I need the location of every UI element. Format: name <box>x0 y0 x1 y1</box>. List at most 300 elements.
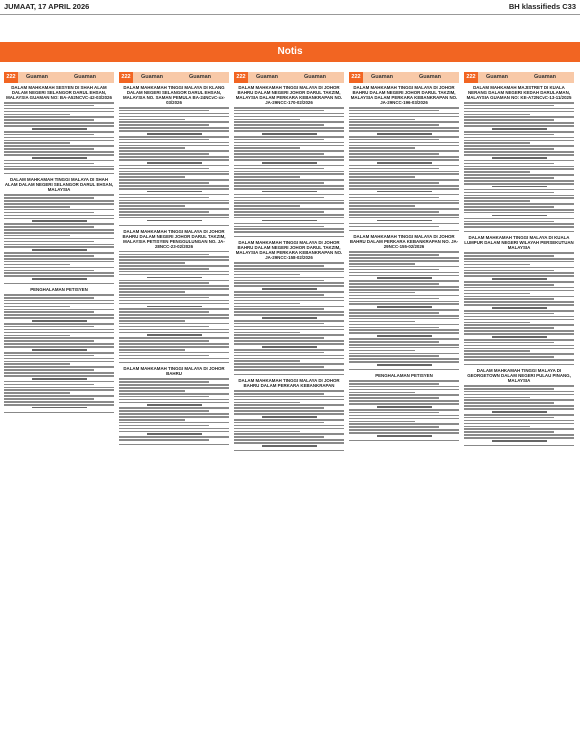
text-line <box>464 177 554 179</box>
text-line <box>119 410 209 412</box>
notice-title: DALAM MAHKAMAH TINGGI MALAYA DI JOHOR BAHRU DALAM PERKARA KEBANKRAPAN NO. JA-29NCC-155-02/2026 <box>349 234 459 250</box>
text-line <box>349 432 459 434</box>
page-header <box>0 0 580 15</box>
text-line <box>234 332 300 334</box>
text-line <box>349 200 459 202</box>
text-line <box>4 355 94 357</box>
text-line <box>234 323 324 325</box>
text-line <box>234 274 300 276</box>
text-line <box>4 142 70 144</box>
text-line <box>349 257 459 259</box>
text-line <box>349 254 439 256</box>
text-line <box>349 275 459 277</box>
text-line <box>262 346 317 348</box>
text-line <box>119 413 229 415</box>
text-line <box>349 361 459 363</box>
text-line <box>464 142 530 144</box>
text-line <box>464 339 574 341</box>
text-line <box>464 114 530 116</box>
text-line <box>377 191 432 193</box>
text-line <box>119 268 209 270</box>
text-line <box>119 124 209 126</box>
notice-title: DALAM MAHKAMAH TINGGI MALAYA DI JOHOR BAHRU DALAM NEGERI JOHOR DARUL TAKZIM, MALAYSIA DALAM PERKARA KEBANKRAPAN NO. JA-29NCC-158-02/2026 <box>235 240 343 261</box>
category-label: Guaman <box>26 74 49 80</box>
text-line <box>349 197 439 199</box>
category-label: Guaman <box>74 74 97 80</box>
text-line <box>349 386 459 388</box>
text-line <box>119 340 209 342</box>
text-line <box>349 292 415 294</box>
text-line <box>464 168 574 170</box>
text-line <box>464 281 574 283</box>
text-line <box>119 425 209 427</box>
text-line <box>119 113 229 115</box>
text-line <box>234 393 324 395</box>
text-line <box>349 182 439 184</box>
text-line <box>4 168 114 170</box>
notice-title: DALAM MAHKAMAH TINGGI MALAYA DI JOHOR BAHRU DALAM NEGERI JOHOR DARUL TAKZIM, MALAYSIA DALAM PERKARA KEBANKRAPAN NO. JA-29NCC-170-02/2026 <box>235 85 343 105</box>
text-line <box>464 324 574 326</box>
text-line <box>119 139 209 141</box>
text-line <box>464 272 574 274</box>
text-line <box>234 171 344 173</box>
text-line <box>464 163 554 165</box>
text-line <box>234 422 324 424</box>
text-line <box>464 122 574 124</box>
text-line <box>492 128 547 130</box>
text-line <box>234 156 344 158</box>
text-line <box>4 102 114 104</box>
text-line <box>234 314 344 316</box>
text-line <box>119 214 229 216</box>
text-line <box>349 309 459 311</box>
text-line <box>234 413 344 415</box>
text-line <box>234 297 344 299</box>
text-line <box>119 188 229 190</box>
text-line <box>4 398 94 400</box>
text-line <box>4 381 114 383</box>
text-line <box>234 268 344 270</box>
text-line <box>234 127 344 129</box>
text-line <box>349 286 459 288</box>
text-line <box>4 387 114 389</box>
text-line <box>234 277 344 279</box>
text-line <box>4 108 114 110</box>
text-line <box>464 218 574 220</box>
text-line <box>234 136 344 138</box>
notice-title: PENGHALAMAN PETISYEN <box>30 287 88 293</box>
text-line <box>4 114 70 116</box>
text-line <box>119 251 229 253</box>
text-line <box>4 275 114 277</box>
text-line <box>4 389 114 391</box>
text-line <box>464 426 530 428</box>
text-line <box>4 218 114 220</box>
text-line <box>4 309 114 311</box>
text-line <box>464 356 554 358</box>
text-line <box>234 217 344 219</box>
text-line <box>234 228 344 230</box>
text-line <box>464 137 574 139</box>
text-line <box>349 223 459 225</box>
text-line <box>119 142 229 144</box>
text-line <box>4 272 114 274</box>
text-line <box>464 119 554 121</box>
text-line <box>4 122 114 124</box>
text-line <box>4 212 94 214</box>
text-line <box>119 194 229 196</box>
text-line <box>147 133 202 135</box>
text-line <box>119 282 209 284</box>
text-line <box>119 326 209 328</box>
text-line <box>234 182 324 184</box>
text-line <box>119 390 185 392</box>
text-line <box>349 347 459 349</box>
text-line <box>464 414 574 416</box>
text-line <box>234 165 344 167</box>
text-line <box>234 194 344 196</box>
text-line <box>464 151 574 153</box>
text-line <box>234 226 324 228</box>
text-line <box>4 401 114 403</box>
text-line <box>4 358 114 360</box>
text-line <box>464 342 554 344</box>
text-line <box>119 285 229 287</box>
text-line <box>349 116 459 118</box>
text-line <box>349 383 439 385</box>
text-line <box>32 349 87 351</box>
text-line <box>349 226 439 228</box>
text-line <box>4 363 70 365</box>
text-line <box>464 145 574 147</box>
text-line <box>119 311 209 313</box>
text-line <box>119 211 209 213</box>
text-line <box>464 264 530 266</box>
text-line <box>234 425 344 427</box>
text-line <box>119 179 229 181</box>
text-line <box>119 343 229 345</box>
category-label: Guaman <box>304 74 327 80</box>
text-line <box>464 428 574 430</box>
text-line <box>4 194 114 196</box>
text-line <box>492 186 547 188</box>
text-line <box>464 434 574 436</box>
notice-title: DALAM MAHKAMAH TINGGI MALAYA DI JOHOR BAHRU DALAM NEGERI JOHOR DARUL TAKZIM, MALAYSIA DALAM PERKARA KEBANKRAPAN NO. JA-29NCC-196-03/2026 <box>350 85 458 105</box>
text-line <box>349 272 459 274</box>
text-line <box>234 303 300 305</box>
text-line <box>4 326 94 328</box>
text-line <box>349 171 459 173</box>
text-line <box>234 329 344 331</box>
text-line <box>464 102 574 104</box>
text-line <box>4 297 94 299</box>
text-line <box>234 159 344 161</box>
text-line <box>119 280 229 282</box>
text-line <box>234 399 344 401</box>
text-line <box>349 327 439 329</box>
text-line <box>377 162 432 164</box>
text-line <box>4 111 114 113</box>
text-line <box>119 308 229 310</box>
text-line <box>4 235 70 237</box>
text-line <box>492 278 547 280</box>
text-line <box>492 215 547 217</box>
text-line <box>234 110 324 112</box>
category-number: 222 <box>464 72 478 83</box>
text-line <box>349 130 459 132</box>
text-line <box>464 180 574 182</box>
notice-title: DALAM MAHKAMAH TINGGI MALAYA DI KUALA LUMPUR DALAM NEGERI WILAYAH PERSEKUTUAN MALAYSIA <box>464 235 574 251</box>
text-line <box>4 361 114 363</box>
text-line <box>464 417 554 419</box>
text-line <box>349 392 415 394</box>
notice-title: DALAM MAHKAMAH MAJISTRET DI KUALA NERANG DALAM NEGERI KEDAH DARULAMAN, MALAYSIA GUAMAN NO: KE-A72NCvC-13-11/2025 <box>466 85 572 100</box>
text-line <box>234 113 344 115</box>
text-line <box>349 289 459 291</box>
text-line <box>4 264 70 266</box>
text-line <box>234 214 344 216</box>
text-line <box>119 439 209 441</box>
text-line <box>349 409 459 411</box>
legal-notice <box>119 366 229 445</box>
text-line <box>349 251 459 253</box>
text-line <box>119 254 209 256</box>
text-line <box>119 182 209 184</box>
text-line <box>4 352 114 354</box>
category-label: Guaman <box>486 74 509 80</box>
text-line <box>4 335 70 337</box>
text-line <box>234 223 344 225</box>
text-line <box>119 320 185 322</box>
text-line <box>119 116 229 118</box>
text-line <box>349 185 459 187</box>
text-line <box>119 352 229 354</box>
text-line <box>119 314 229 316</box>
text-line <box>349 321 415 323</box>
text-line <box>349 301 459 303</box>
text-line <box>234 300 344 302</box>
text-line <box>464 108 574 110</box>
text-line <box>377 435 432 437</box>
text-line <box>349 397 439 399</box>
text-line <box>234 340 344 342</box>
text-line <box>119 399 229 401</box>
text-line <box>349 150 459 152</box>
text-line <box>4 238 114 240</box>
text-line <box>377 306 432 308</box>
text-line <box>4 337 114 339</box>
category-bar <box>119 72 229 83</box>
text-line <box>349 165 459 167</box>
text-line <box>4 317 114 319</box>
notice-title: DALAM MAHKAMAH TINGGI MALAYA DI KLANG DALAM NEGERI SELANGOR DARUL EHSAN, MALAYSIA NO. SAMAN PEMULA BA-24NCvC-xx-03/2026 <box>123 85 225 105</box>
text-line <box>234 271 344 273</box>
text-line <box>4 226 94 228</box>
text-line <box>234 366 324 368</box>
category-bar <box>464 72 574 83</box>
text-line <box>464 287 574 289</box>
text-line <box>464 388 554 390</box>
legal-notice <box>234 378 344 451</box>
text-line <box>349 179 459 181</box>
text-line <box>492 307 547 309</box>
text-line <box>4 229 114 231</box>
text-line <box>234 145 344 147</box>
notice-title: PENGHALAMAN PETISYEN <box>375 373 433 379</box>
text-line <box>4 145 114 147</box>
legal-notice <box>349 373 459 441</box>
text-line <box>349 136 459 138</box>
text-line <box>349 403 459 405</box>
text-line <box>349 159 459 161</box>
text-line <box>464 353 574 355</box>
text-line <box>234 179 344 181</box>
text-line <box>234 349 344 351</box>
text-line <box>119 217 229 219</box>
text-line <box>119 358 229 360</box>
text-line <box>377 133 432 135</box>
text-line <box>119 130 229 132</box>
text-line <box>349 127 459 129</box>
text-line <box>4 270 94 272</box>
text-line <box>234 396 344 398</box>
text-line <box>349 188 459 190</box>
category-label: Guaman <box>256 74 279 80</box>
text-line <box>4 197 94 199</box>
text-line <box>464 293 530 295</box>
text-line <box>349 421 415 423</box>
text-line <box>119 431 229 433</box>
text-line <box>234 320 344 322</box>
text-line <box>119 274 229 276</box>
text-line <box>234 369 344 371</box>
text-line <box>4 300 114 302</box>
text-line <box>377 335 432 337</box>
text-line <box>262 288 317 290</box>
category-number: 222 <box>119 72 133 83</box>
text-line <box>32 320 87 322</box>
text-line <box>262 317 317 319</box>
notice-title: DALAM MAHKAMAH TINGGI MALAYA DI GEORGETOWN DALAM NEGERI PULAU PINANG, MALAYSIA <box>467 368 571 384</box>
notice-title: DALAM MAHKAMAH TINGGI MALAYA DI JOHOR BAHRU DALAM PERKARA KEBANKRAPAN <box>238 378 340 389</box>
text-line <box>119 107 229 109</box>
text-line <box>464 270 554 272</box>
header-section: BH klassifieds C33 <box>508 2 576 11</box>
text-line <box>262 220 317 222</box>
text-line <box>4 369 94 371</box>
text-line <box>234 311 344 313</box>
text-line <box>4 314 114 316</box>
text-line <box>349 400 459 402</box>
text-line <box>349 303 459 305</box>
text-line <box>234 188 344 190</box>
text-line <box>234 442 344 444</box>
text-line <box>349 208 459 210</box>
text-line <box>4 366 114 368</box>
text-line <box>349 295 459 297</box>
text-line <box>234 142 344 144</box>
text-line <box>464 166 574 168</box>
text-line <box>234 334 344 336</box>
text-line <box>464 423 574 425</box>
text-line <box>262 416 317 418</box>
text-line <box>234 326 344 328</box>
text-line <box>349 121 459 123</box>
text-line <box>119 402 229 404</box>
text-line <box>119 265 229 267</box>
text-line <box>4 332 114 334</box>
text-line <box>32 220 87 222</box>
text-line <box>464 298 554 300</box>
text-line <box>4 200 114 202</box>
text-line <box>119 349 185 351</box>
text-line <box>464 267 574 269</box>
text-line <box>349 194 459 196</box>
section-title: Notis <box>277 46 303 57</box>
text-line <box>4 203 114 205</box>
text-line <box>464 319 574 321</box>
text-line <box>119 262 185 264</box>
text-line <box>234 265 324 267</box>
text-line <box>119 407 229 409</box>
text-line <box>464 397 530 399</box>
text-line <box>119 294 229 296</box>
text-line <box>464 327 554 329</box>
text-line <box>464 140 574 142</box>
text-line <box>119 317 229 319</box>
text-line <box>119 208 229 210</box>
text-line <box>234 130 344 132</box>
text-line <box>234 355 344 357</box>
text-line <box>464 394 574 396</box>
text-line <box>4 261 114 263</box>
text-line <box>349 429 459 431</box>
column-4 <box>349 72 459 727</box>
section-banner <box>0 42 580 62</box>
text-line <box>234 410 344 412</box>
text-line <box>349 318 459 320</box>
text-line <box>234 282 344 284</box>
text-line <box>4 137 114 139</box>
legal-notice <box>4 85 114 174</box>
text-line <box>464 226 574 228</box>
text-line <box>4 163 94 165</box>
text-line <box>234 291 344 293</box>
text-line <box>4 340 94 342</box>
text-line <box>234 121 344 123</box>
text-line <box>464 408 574 410</box>
text-line <box>349 269 439 271</box>
text-line <box>464 275 574 277</box>
text-line <box>119 384 229 386</box>
text-line <box>464 171 530 173</box>
text-line <box>234 404 344 406</box>
text-line <box>4 375 114 377</box>
text-line <box>349 119 415 121</box>
text-line <box>464 200 530 202</box>
text-line <box>119 145 229 147</box>
text-line <box>349 139 439 141</box>
text-line <box>32 128 87 130</box>
legal-notice <box>4 287 114 413</box>
text-line <box>234 205 300 207</box>
legal-notice <box>119 229 229 364</box>
text-line <box>119 297 209 299</box>
legal-notice <box>234 85 344 237</box>
text-line <box>4 116 114 118</box>
text-line <box>349 202 459 204</box>
category-label: Guaman <box>534 74 557 80</box>
